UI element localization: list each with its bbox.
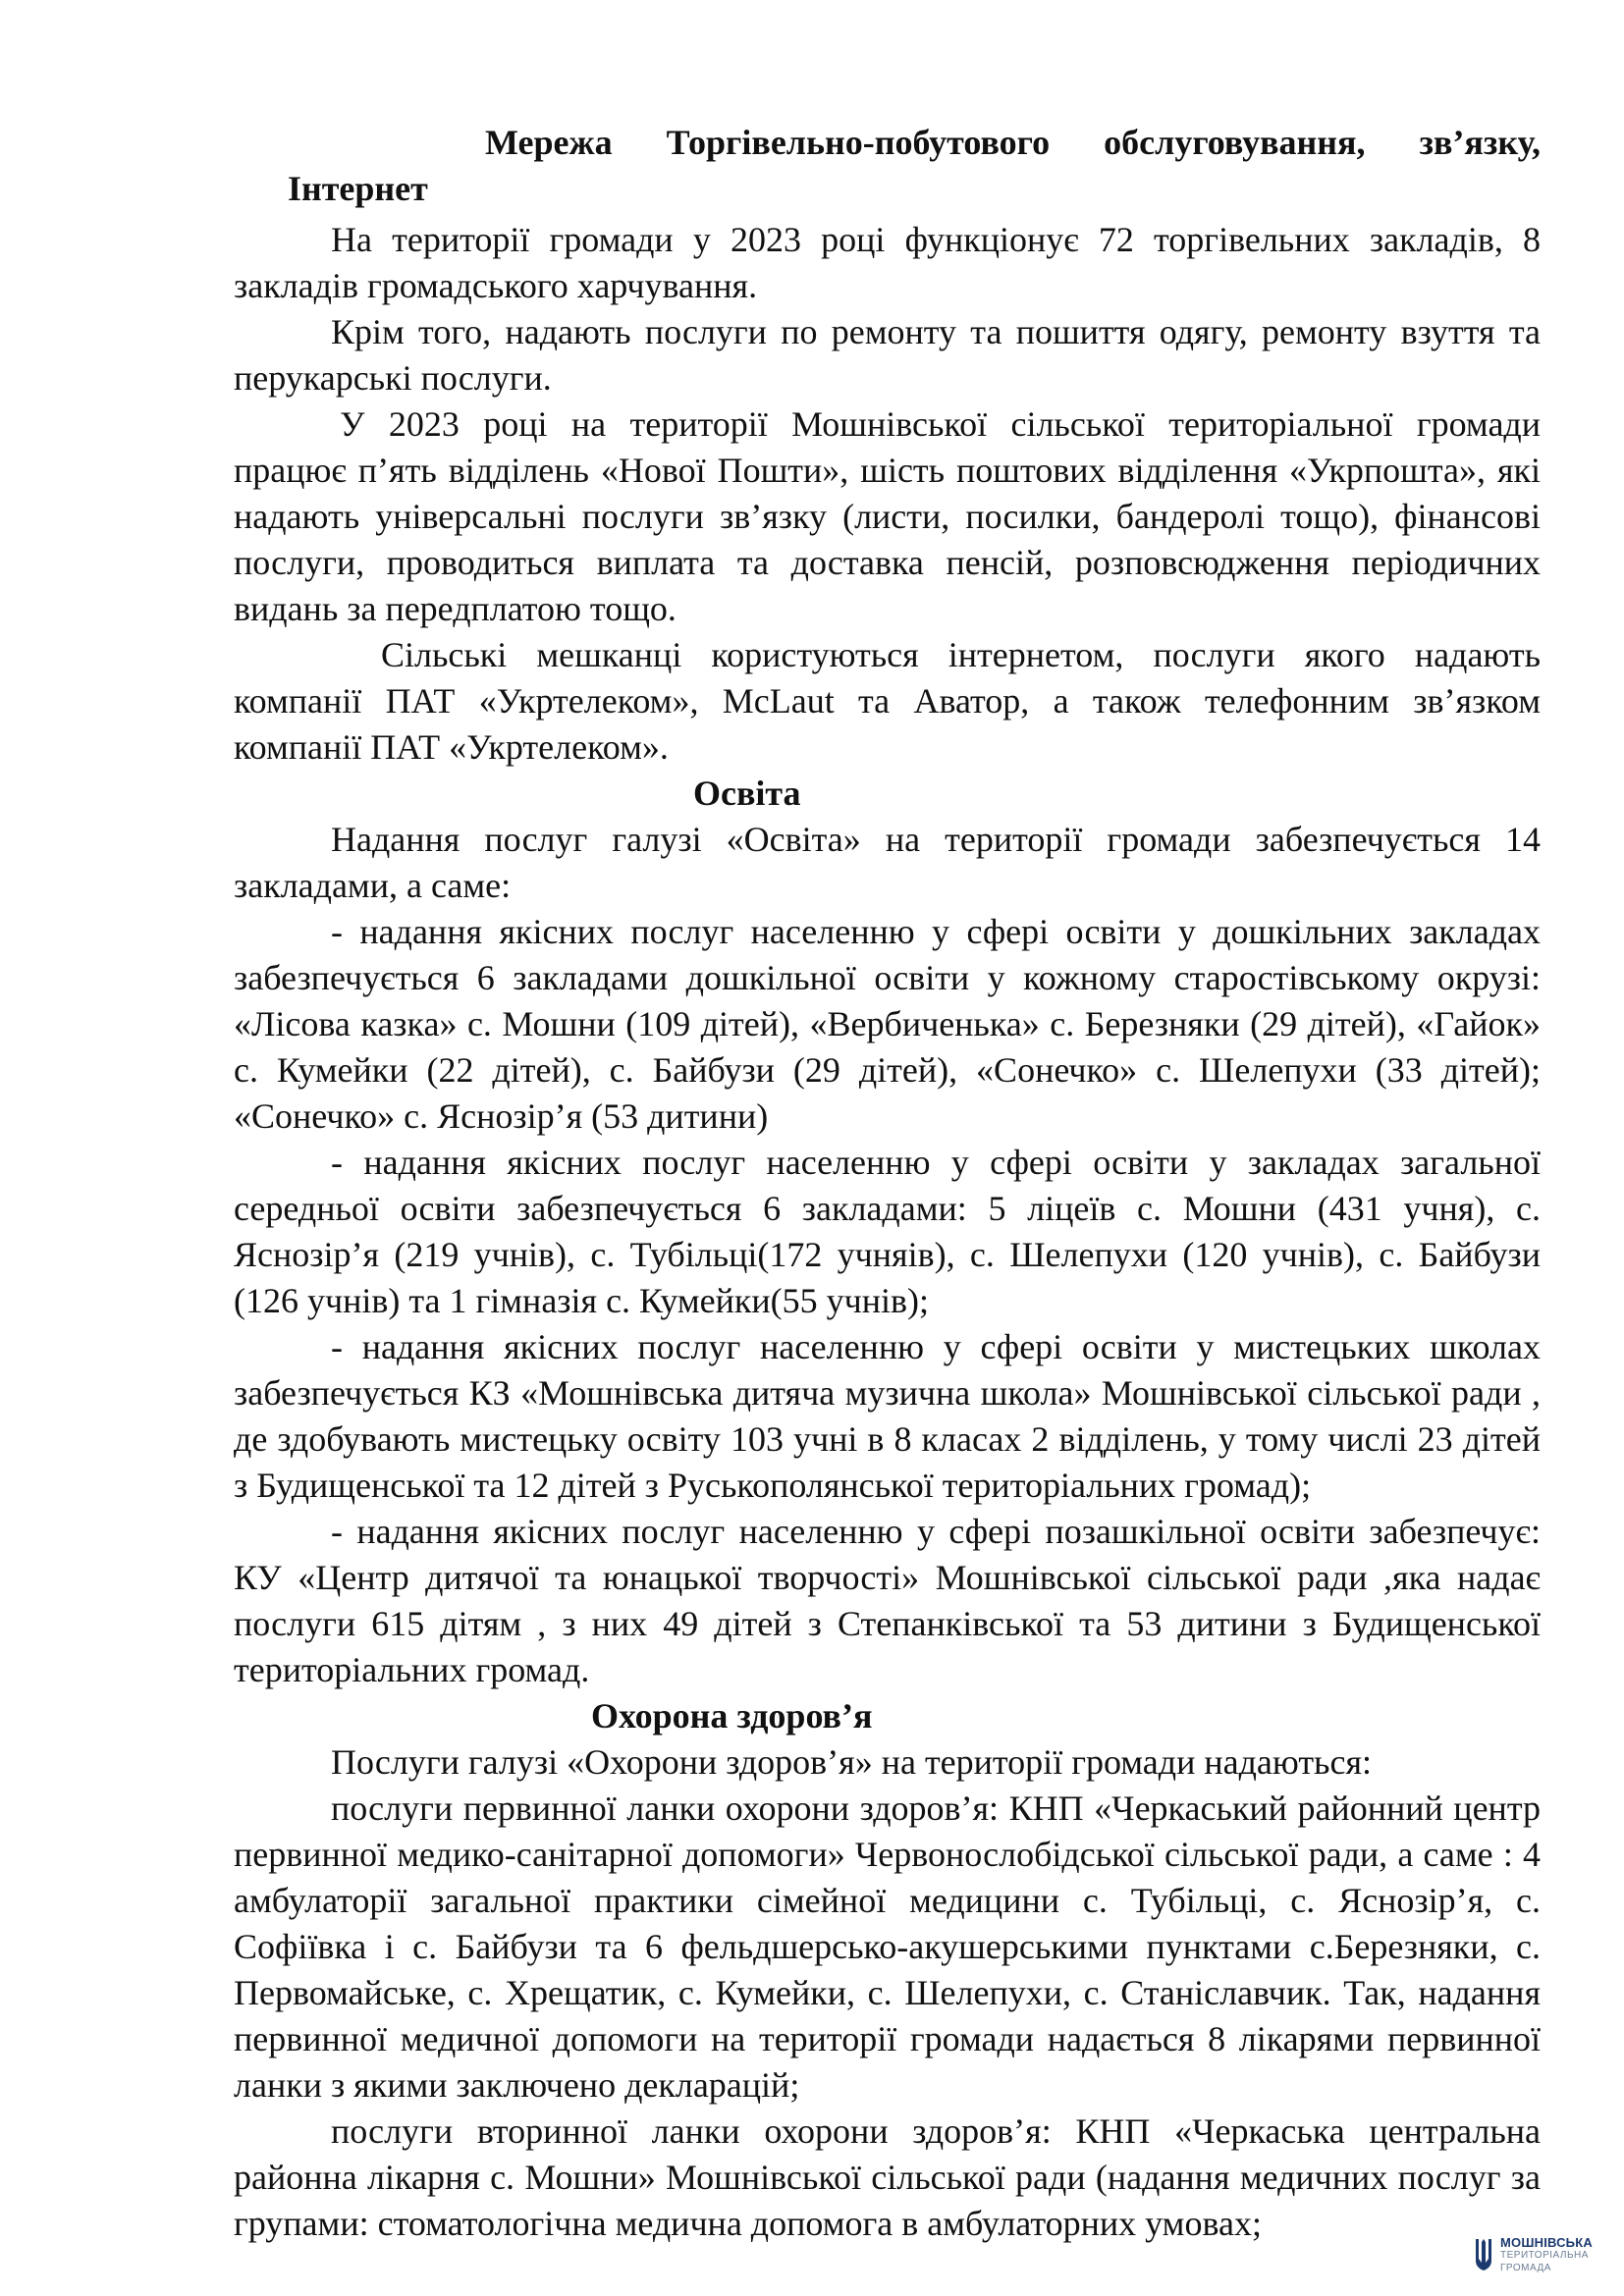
paragraph-services: Крім того, надають послуги по ремонту та пошиття одягу, ремонту взуття та перукарські послуги. — [234, 312, 1541, 398]
paragraph-education-preschool: - надання якісних послуг населенню у сфері освіти у дошкільних закладах забезпечується 6 закладами дошкільної освіти у кожному старостівському окрузі: «Лісова казка» с. Мошни (109 дітей), «Вербиченька» с. Березняки (29 дітей), «Гайок» с. Кумейки (22 дітей), с. Байбузи (29 дітей), «Сонечко» с. Шелепухи (33 дітей); «Сонечко» с. Яснозір’я (53 дитини) — [234, 912, 1541, 1136]
section-heading-education: Освіта — [693, 774, 801, 813]
trident-emblem-icon — [1473, 2237, 1494, 2272]
paragraph-post: У 2023 році на території Мошнівської сільської територіальної громади працює п’ять відділень «Нової Пошти», шість поштових відділення «Укрпошта», які надають універсальні послуги зв’язку (листи, посилки, бандеролі тощо), фінансові послуги, проводиться виплата та доставка пенсій, розповсюдження періодичних видань за передплатою тощо. — [234, 404, 1541, 628]
logo-line-3: ГРОМАДА — [1500, 2262, 1551, 2273]
section-heading-health: Охорона здоров’я — [591, 1696, 873, 1735]
logo-line-2: ТЕРИТОРІАЛЬНА — [1500, 2249, 1589, 2261]
paragraph-education-secondary: - надання якісних послуг населенню у сфері освіти у закладах загальної середньої освіти забезпечується 6 закладами: 5 ліцеїв с. Мошни (431 учня), с. Яснозір’я (219 учнів), с. Тубільці(172 учняів), с. Шелепухи (120 учнів), с. Байбузи (126 учнів) та 1 гімназія с. Кумейки(55 учнів); — [234, 1143, 1541, 1320]
paragraph-internet: Сільські мешканці користуються інтернетом, послуги якого надають компанії ПАТ «Укртелеком», McLaut та Аватор, а також телефонним зв’язком компанії ПАТ «Укртелеком». — [234, 635, 1541, 767]
community-logo — [1473, 2226, 1614, 2283]
paragraph-education-art: - надання якісних послуг населенню у сфері освіти у мистецьких школах забезпечується КЗ «Мошнівська дитяча музична школа» Мошнівської сільської ради , де здобувають мистецьку освіту 103 учні в 8 класах 2 відділень, у тому числі 23 дітей з Будищенської та 12 дітей з Руськополянської територіальних громад); — [234, 1327, 1541, 1505]
paragraph-education-extracurricular: - надання якісних послуг населенню у сфері позашкільної освіти забезпечує: КУ «Центр дитячої та юнацької творчості» Мошнівської сільської ради ,яка надає послуги 615 дітям , з них 49 дітей з Степанківської та 53 дитини з Будищенської територіальних громад. — [234, 1512, 1541, 1689]
paragraph-health-secondary: послуги вторинної ланки охорони здоров’я: КНП «Черкаська центральна районна лікарня с. Мошни» Мошнівської сільської ради (надання медичних послуг за групами: стоматологічна медична допомога в амбулаторних умовах; — [234, 2111, 1541, 2243]
paragraph-health-primary: послуги первинної ланки охорони здоров’я: КНП «Черкаський районний центр первинної медико-санітарної допомоги» Червонослобідської сільської ради, а саме : 4 амбулаторії загальної практики сімейної медицини с. Тубільці, с. Яснозір’я, с. Софіївка і с. Байбузи та 6 фельдшерсько-акушерськими пунктами с.Березняки, с. Первомайське, с. Хрещатик, с. Кумейки, с. Шелепухи, с. Станіславчик. Так, надання первинної медичної допомоги на території громади надається 8 лікарями первинної ланки з якими заключено декларацій; — [234, 1789, 1541, 2105]
logo-text — [1500, 2236, 1593, 2274]
document-page — [234, 120, 1541, 2247]
heading-line-1: Мережа Торгівельно-побутового обслуговування, зв’язку, — [485, 123, 1541, 162]
paragraph-education-intro: Надання послуг галузі «Освіта» на території громади забезпечується 14 закладами, а саме: — [234, 820, 1541, 905]
section-heading-trade — [234, 120, 1541, 212]
paragraph-trade: На території громади у 2023 році функціонує 72 торгівельних закладів, 8 закладів громадського харчування. — [234, 220, 1541, 305]
paragraph-health-intro: Послуги галузі «Охорони здоров’я» на території громади надаються: — [331, 1742, 1373, 1782]
heading-line-2: Інтернет — [288, 169, 428, 208]
logo-line-1: МОШНІВСЬКА — [1500, 2234, 1593, 2250]
